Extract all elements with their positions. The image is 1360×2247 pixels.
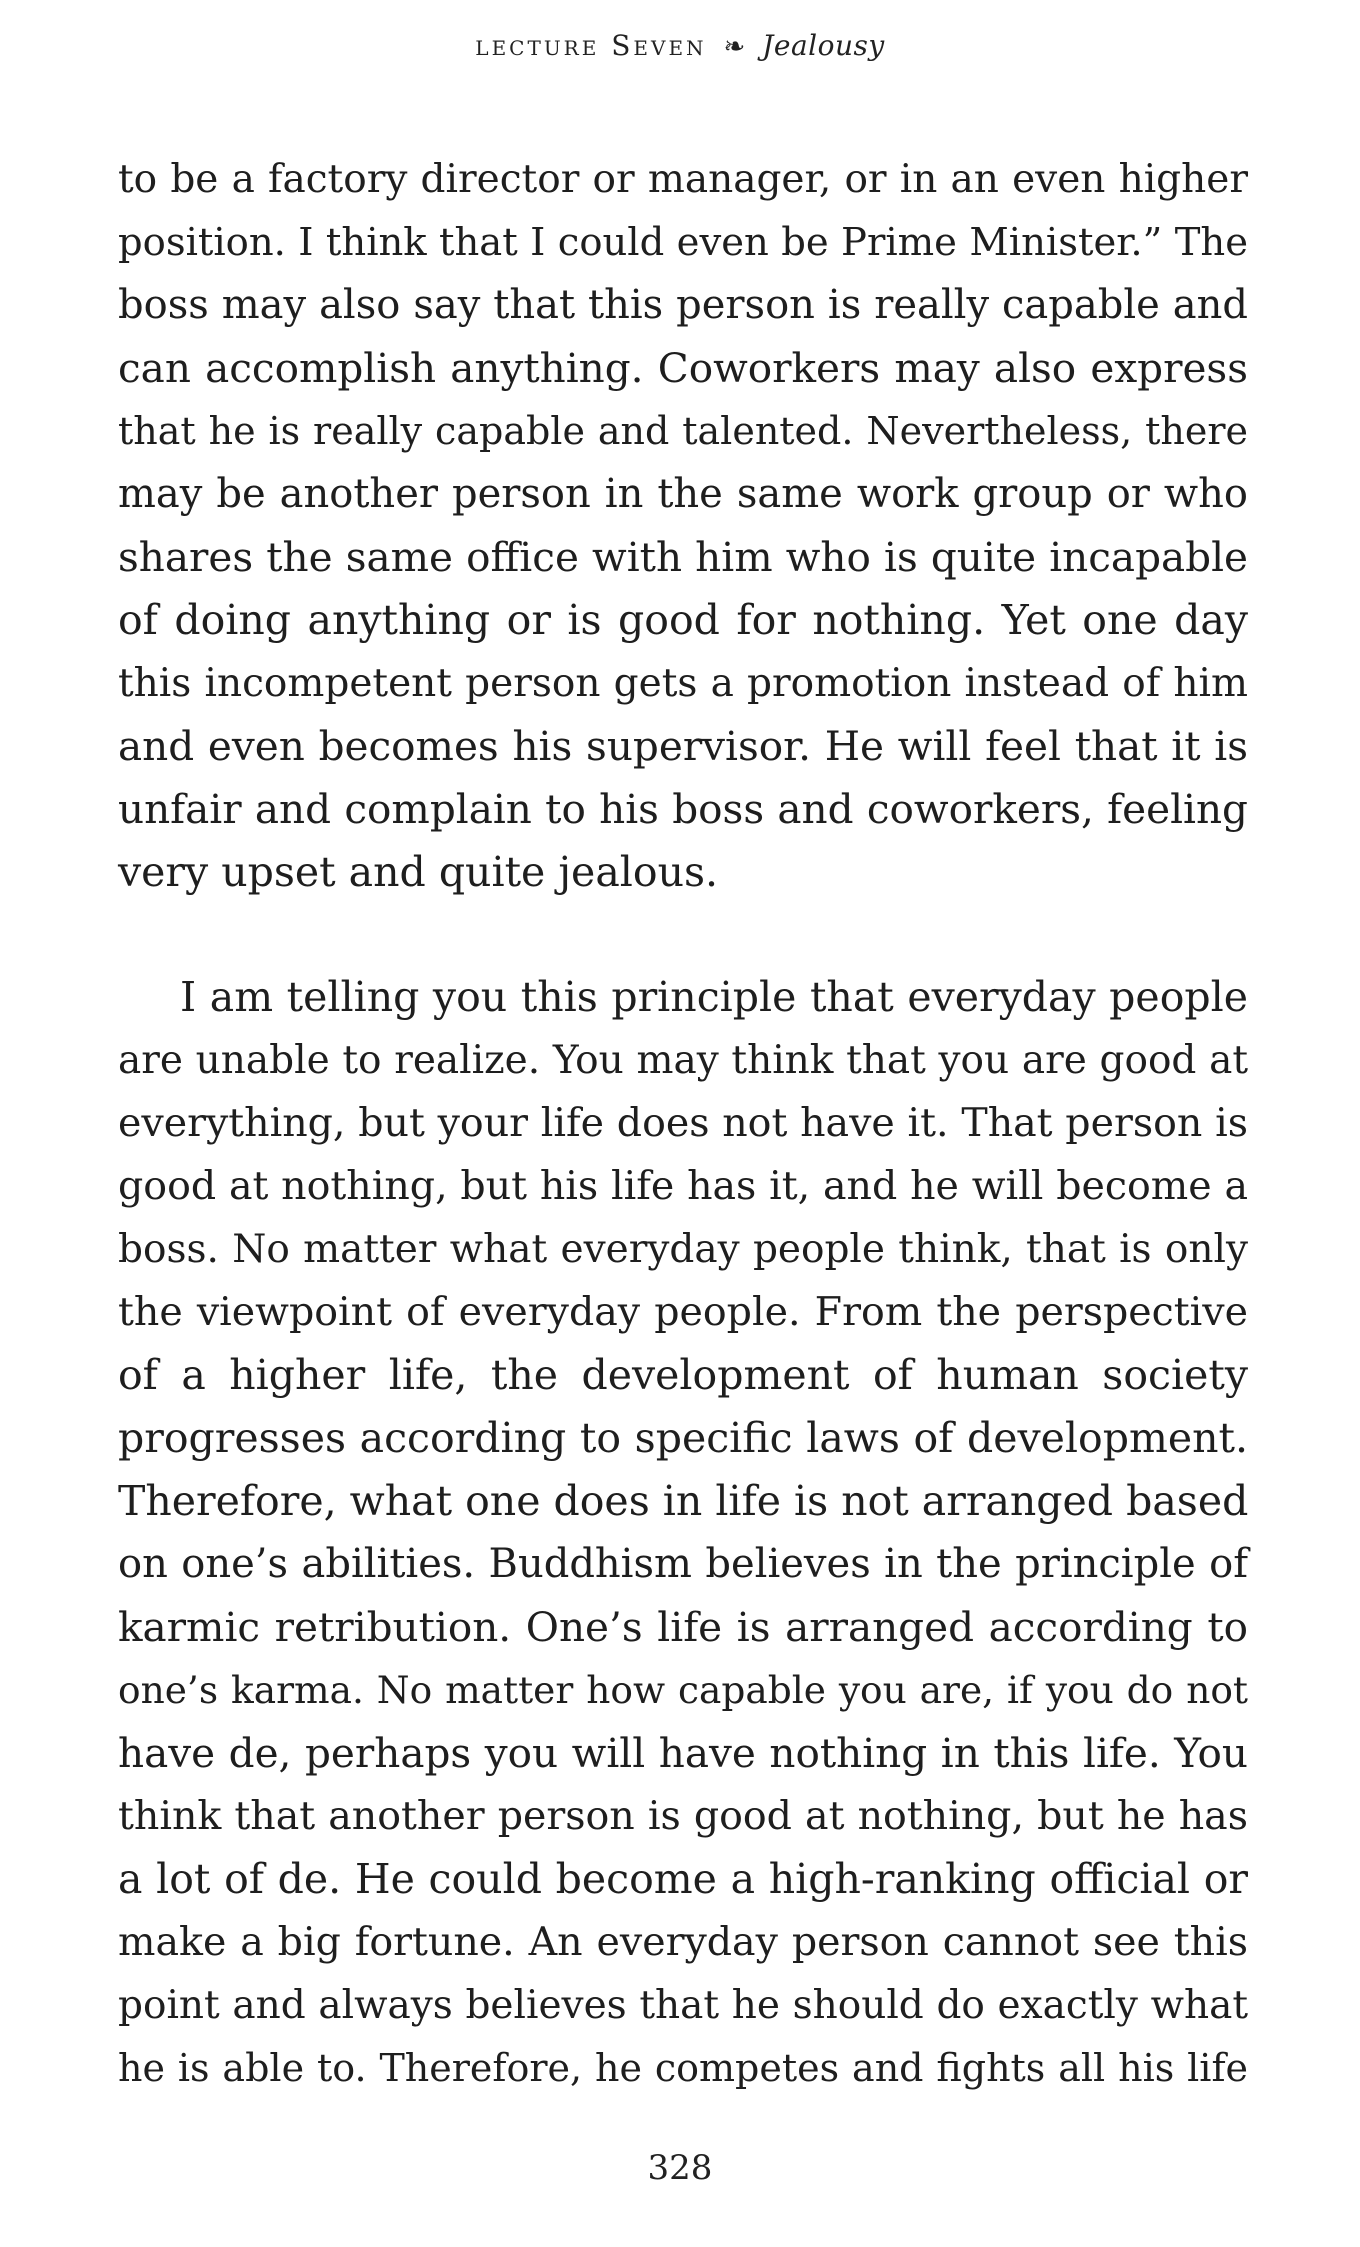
text-line: unfair and complain to his boss and coworkers, feeling	[118, 785, 1248, 833]
text-line: boss. No matter what everyday people think, that is only	[118, 1227, 1248, 1272]
text-line: position. I think that I could even be Prime Minister.” The	[118, 220, 1248, 265]
page-number: 328	[647, 2148, 713, 2188]
text-line: one’s karma. No matter how capable you are, if you do not	[118, 1668, 1248, 1712]
text-line: on one’s abilities. Buddhism believes in the principle of	[118, 1541, 1248, 1587]
fleuron-ornament-icon: ❧	[723, 32, 746, 62]
paragraph-gap	[118, 904, 1248, 966]
text-line: are unable to realize. You may think that you are good at	[118, 1038, 1248, 1083]
text-line: I am telling you this principle that everyday people	[180, 973, 1248, 1021]
text-line: the viewpoint of everyday people. From the perspective	[118, 1289, 1248, 1335]
text-line: shares the same office with him who is quite incapable	[118, 533, 1248, 581]
paragraph-1	[118, 148, 1248, 904]
text-line: that he is really capable and talented. Nevertheless, there	[118, 409, 1248, 453]
text-line: may be another person in the same work group or who	[118, 471, 1248, 517]
text-line: a lot of de. He could become a high-ranking official or	[118, 1855, 1248, 1903]
text-line: he is able to. Therefore, he competes and fights all his life	[118, 2046, 1248, 2090]
lecture-label: lecture Seven	[475, 29, 707, 62]
body-text	[118, 148, 1248, 2100]
text-line: of a higher life, the development of human society	[118, 1351, 1248, 1399]
paragraph-2	[118, 966, 1248, 2100]
running-header	[0, 26, 1360, 67]
chapter-title: Jealousy	[762, 29, 885, 62]
text-line: point and always believes that he should do exactly what	[118, 1983, 1248, 2028]
text-line: Therefore, what one does in life is not arranged based	[118, 1477, 1249, 1525]
text-line: boss may also say that this person is really capable and	[118, 282, 1248, 328]
text-line: of doing anything or is good for nothing. Yet one day	[118, 596, 1248, 644]
text-line: karmic retribution. One’s life is arranged according to	[118, 1603, 1248, 1651]
text-line: progresses according to specific laws of development.	[118, 1414, 1248, 1462]
text-line: make a big fortune. An everyday person cannot see this	[118, 1919, 1248, 1965]
text-line: very upset and quite jealous.	[118, 848, 719, 896]
text-line: to be a factory director or manager, or in an even higher	[118, 157, 1248, 202]
text-line: everything, but your life does not have it. That person is	[118, 1100, 1248, 1146]
text-line: good at nothing, but his life has it, and he will become a	[118, 1163, 1248, 1209]
text-line: can accomplish anything. Coworkers may also express	[118, 344, 1248, 392]
text-line: and even becomes his supervisor. He will feel that it is	[118, 722, 1248, 770]
text-line: this incompetent person gets a promotion instead of him	[118, 661, 1248, 706]
text-line: have de, perhaps you will have nothing in this life. You	[118, 1729, 1248, 1777]
text-line: think that another person is good at nothing, but he has	[118, 1793, 1248, 1839]
